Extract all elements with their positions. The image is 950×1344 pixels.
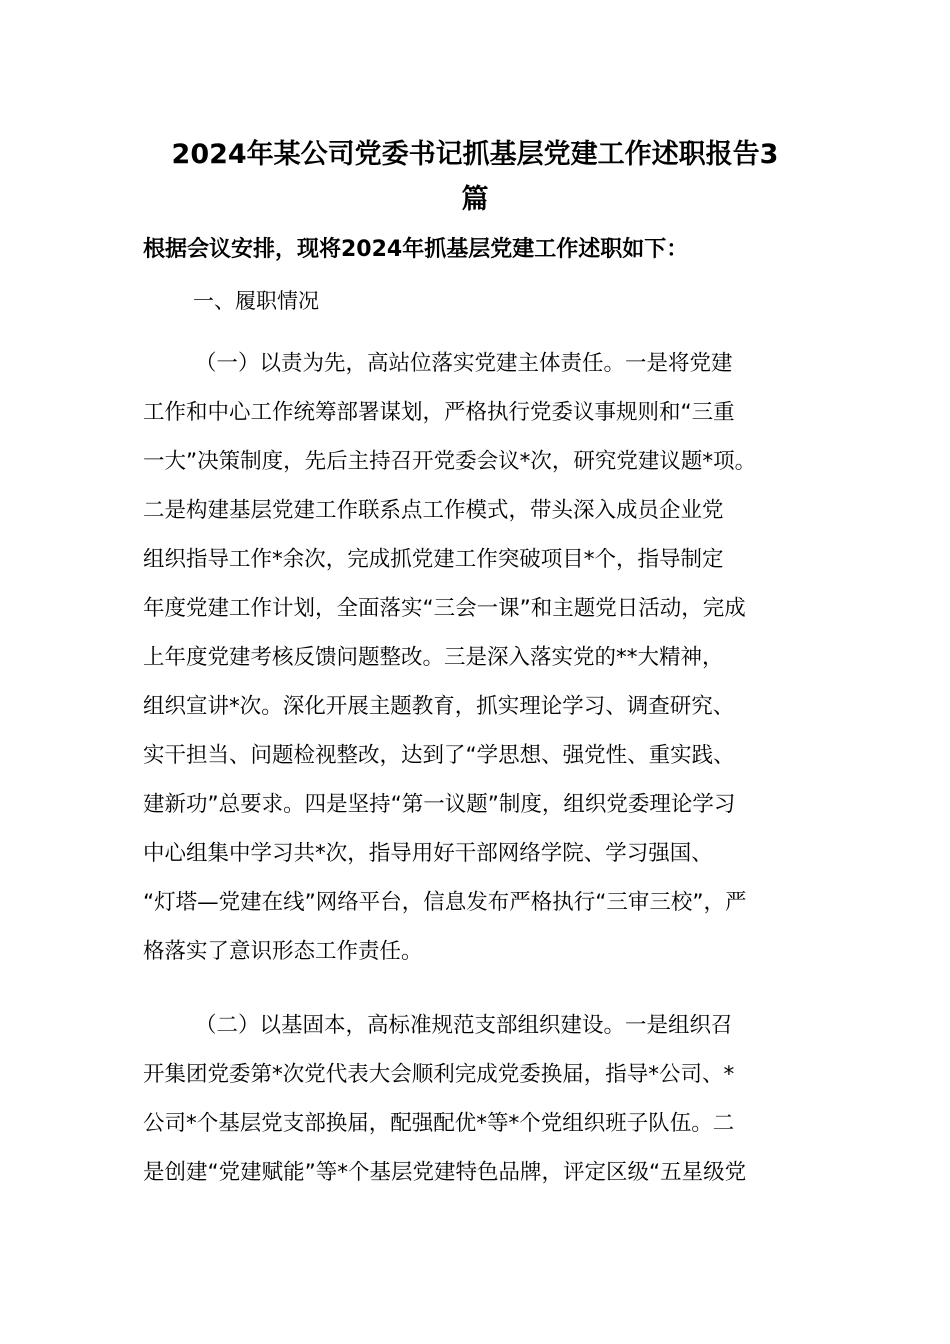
document-title-line-2: 篇 [461, 184, 489, 215]
paragraph-line: 二是构建基层党建工作联系点工作模式，带头深入成员企业党 [143, 498, 724, 523]
paragraph-line: 是创建“党建赋能”等*个基层党建特色品牌，评定区级“五星级党 [143, 1160, 747, 1185]
paragraph-line: 工作和中心工作统筹部署谋划，严格执行党委议事规则和“三重 [143, 400, 735, 425]
paragraph-1 [143, 339, 823, 976]
paragraph-line: 公司*个基层党支部换届，配强配优*等*个党组织班子队伍。二 [143, 1111, 735, 1136]
paragraph-line: 年度党建工作计划，全面落实“三会一课”和主题党日活动，完成 [143, 596, 746, 621]
paragraph-line: （二）以基固本，高标准规范支部组织建设。一是组织召 [195, 1013, 733, 1038]
paragraph-line: 开集团党委第*次党代表大会顺利完成党委换届，指导*公司、* [143, 1062, 735, 1087]
document-title-line-1: 2024年某公司党委书记抓基层党建工作述职报告3 [171, 139, 779, 170]
paragraph-2 [143, 1001, 823, 1197]
paragraph-line: 实干担当、问题检视整改，达到了“学思想、强党性、重实践、 [143, 743, 735, 768]
paragraph-line: 中心组集中学习共*次，指导用好干部网络学院、学习强国、 [143, 841, 713, 866]
paragraph-line: 组织指导工作*余次，完成抓党建工作突破项目*个，指导制定 [143, 547, 724, 572]
paragraph-line: 一大”决策制度，先后主持召开党委会议*次，研究党建议题*项。 [143, 449, 757, 474]
paragraph-line: 格落实了意识形态工作责任。 [143, 939, 423, 964]
paragraph-line: 组织宣讲*次。深化开展主题教育，抓实理论学习、调查研究、 [143, 694, 735, 719]
paragraph-line: （一）以责为先，高站位落实党建主体责任。一是将党建 [195, 351, 733, 376]
paragraph-line: 上年度党建考核反馈问题整改。三是深入落实党的**大精神， [143, 645, 724, 670]
paragraph-line: “灯塔—党建在线”网络平台，信息发布严格执行“三审三校”，严 [143, 890, 747, 915]
intro-paragraph: 根据会议安排，现将2024年抓基层党建工作述职如下： [143, 237, 689, 262]
section-heading: 一、履职情况 [193, 289, 319, 313]
paragraph-line: 建新功”总要求。四是坚持“第一议题”制度，组织党委理论学习 [143, 792, 736, 817]
